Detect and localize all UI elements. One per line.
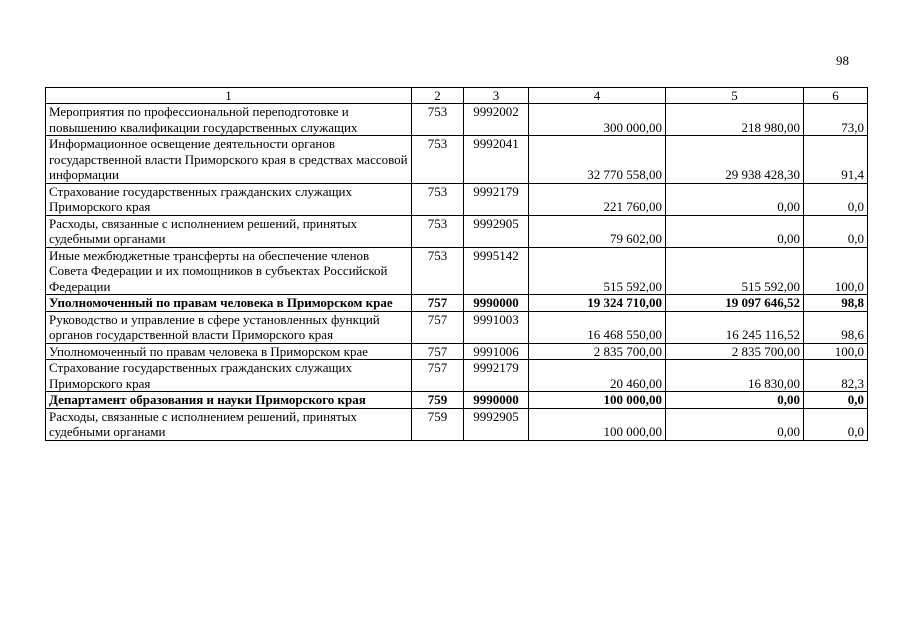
cell-department-code: 757 <box>412 360 464 392</box>
cell-department-code: 753 <box>412 247 464 295</box>
cell-executed: 0,00 <box>666 392 804 409</box>
cell-target-code: 9992041 <box>464 136 529 184</box>
cell-target-code: 9992179 <box>464 360 529 392</box>
header-row <box>46 88 868 104</box>
cell-name: Уполномоченный по правам человека в Приморском крае <box>46 343 412 360</box>
cell-department-code: 759 <box>412 392 464 409</box>
cell-planned: 16 468 550,00 <box>529 311 666 343</box>
table-row <box>46 311 868 343</box>
cell-department-code: 757 <box>412 343 464 360</box>
cell-name: Страхование государственных гражданских служащих Приморского края <box>46 360 412 392</box>
cell-executed: 16 830,00 <box>666 360 804 392</box>
table-body <box>46 104 868 441</box>
cell-name: Мероприятия по профессиональной переподготовке и повышению квалификации государственных служащих <box>46 104 412 136</box>
cell-department-code: 753 <box>412 215 464 247</box>
cell-percent: 98,8 <box>804 295 868 312</box>
cell-percent: 0,0 <box>804 215 868 247</box>
page-number: 98 <box>836 53 849 68</box>
cell-executed: 218 980,00 <box>666 104 804 136</box>
cell-executed: 0,00 <box>666 408 804 440</box>
cell-name: Расходы, связанные с исполнением решений, принятых судебными органами <box>46 408 412 440</box>
header-col-2: 2 <box>412 88 464 104</box>
cell-department-code: 757 <box>412 295 464 312</box>
cell-target-code: 9990000 <box>464 392 529 409</box>
cell-name: Иные межбюджетные трансферты на обеспечение членов Совета Федерации и их помощников в субъектах Российской Федерации <box>46 247 412 295</box>
table-row <box>46 215 868 247</box>
cell-executed: 0,00 <box>666 183 804 215</box>
cell-executed: 29 938 428,30 <box>666 136 804 184</box>
cell-target-code: 9990000 <box>464 295 529 312</box>
table-row <box>46 247 868 295</box>
header-col-3: 3 <box>464 88 529 104</box>
header-col-6: 6 <box>804 88 868 104</box>
table-row <box>46 360 868 392</box>
cell-target-code: 9992905 <box>464 215 529 247</box>
cell-name: Информационное освещение деятельности органов государственной власти Приморского края в средствах массовой информации <box>46 136 412 184</box>
table-row <box>46 343 868 360</box>
cell-planned: 20 460,00 <box>529 360 666 392</box>
cell-name: Страхование государственных гражданских служащих Приморского края <box>46 183 412 215</box>
cell-department-code: 753 <box>412 183 464 215</box>
cell-name: Руководство и управление в сфере установленных функций органов государственной власти Приморского края <box>46 311 412 343</box>
header-col-4: 4 <box>529 88 666 104</box>
cell-department-code: 759 <box>412 408 464 440</box>
cell-planned: 515 592,00 <box>529 247 666 295</box>
cell-name: Департамент образования и науки Приморского края <box>46 392 412 409</box>
cell-percent: 82,3 <box>804 360 868 392</box>
header-col-5: 5 <box>666 88 804 104</box>
cell-target-code: 9992905 <box>464 408 529 440</box>
cell-target-code: 9991006 <box>464 343 529 360</box>
cell-target-code: 9991003 <box>464 311 529 343</box>
cell-target-code: 9995142 <box>464 247 529 295</box>
table-row <box>46 295 868 312</box>
cell-planned: 300 000,00 <box>529 104 666 136</box>
cell-percent: 100,0 <box>804 247 868 295</box>
cell-percent: 73,0 <box>804 104 868 136</box>
cell-percent: 0,0 <box>804 392 868 409</box>
cell-percent: 0,0 <box>804 183 868 215</box>
table-row <box>46 104 868 136</box>
cell-planned: 100 000,00 <box>529 392 666 409</box>
budget-table <box>45 87 868 441</box>
cell-executed: 19 097 646,52 <box>666 295 804 312</box>
table-row <box>46 183 868 215</box>
cell-percent: 100,0 <box>804 343 868 360</box>
cell-percent: 0,0 <box>804 408 868 440</box>
cell-planned: 32 770 558,00 <box>529 136 666 184</box>
header-col-1: 1 <box>46 88 412 104</box>
cell-planned: 100 000,00 <box>529 408 666 440</box>
cell-name: Уполномоченный по правам человека в Приморском крае <box>46 295 412 312</box>
cell-department-code: 753 <box>412 136 464 184</box>
cell-executed: 16 245 116,52 <box>666 311 804 343</box>
cell-percent: 98,6 <box>804 311 868 343</box>
cell-planned: 79 602,00 <box>529 215 666 247</box>
cell-target-code: 9992179 <box>464 183 529 215</box>
cell-percent: 91,4 <box>804 136 868 184</box>
table-row <box>46 408 868 440</box>
cell-target-code: 9992002 <box>464 104 529 136</box>
cell-department-code: 753 <box>412 104 464 136</box>
cell-planned: 221 760,00 <box>529 183 666 215</box>
cell-department-code: 757 <box>412 311 464 343</box>
cell-planned: 2 835 700,00 <box>529 343 666 360</box>
table-row <box>46 136 868 184</box>
cell-executed: 2 835 700,00 <box>666 343 804 360</box>
cell-executed: 515 592,00 <box>666 247 804 295</box>
cell-name: Расходы, связанные с исполнением решений, принятых судебными органами <box>46 215 412 247</box>
table-row <box>46 392 868 409</box>
cell-executed: 0,00 <box>666 215 804 247</box>
cell-planned: 19 324 710,00 <box>529 295 666 312</box>
